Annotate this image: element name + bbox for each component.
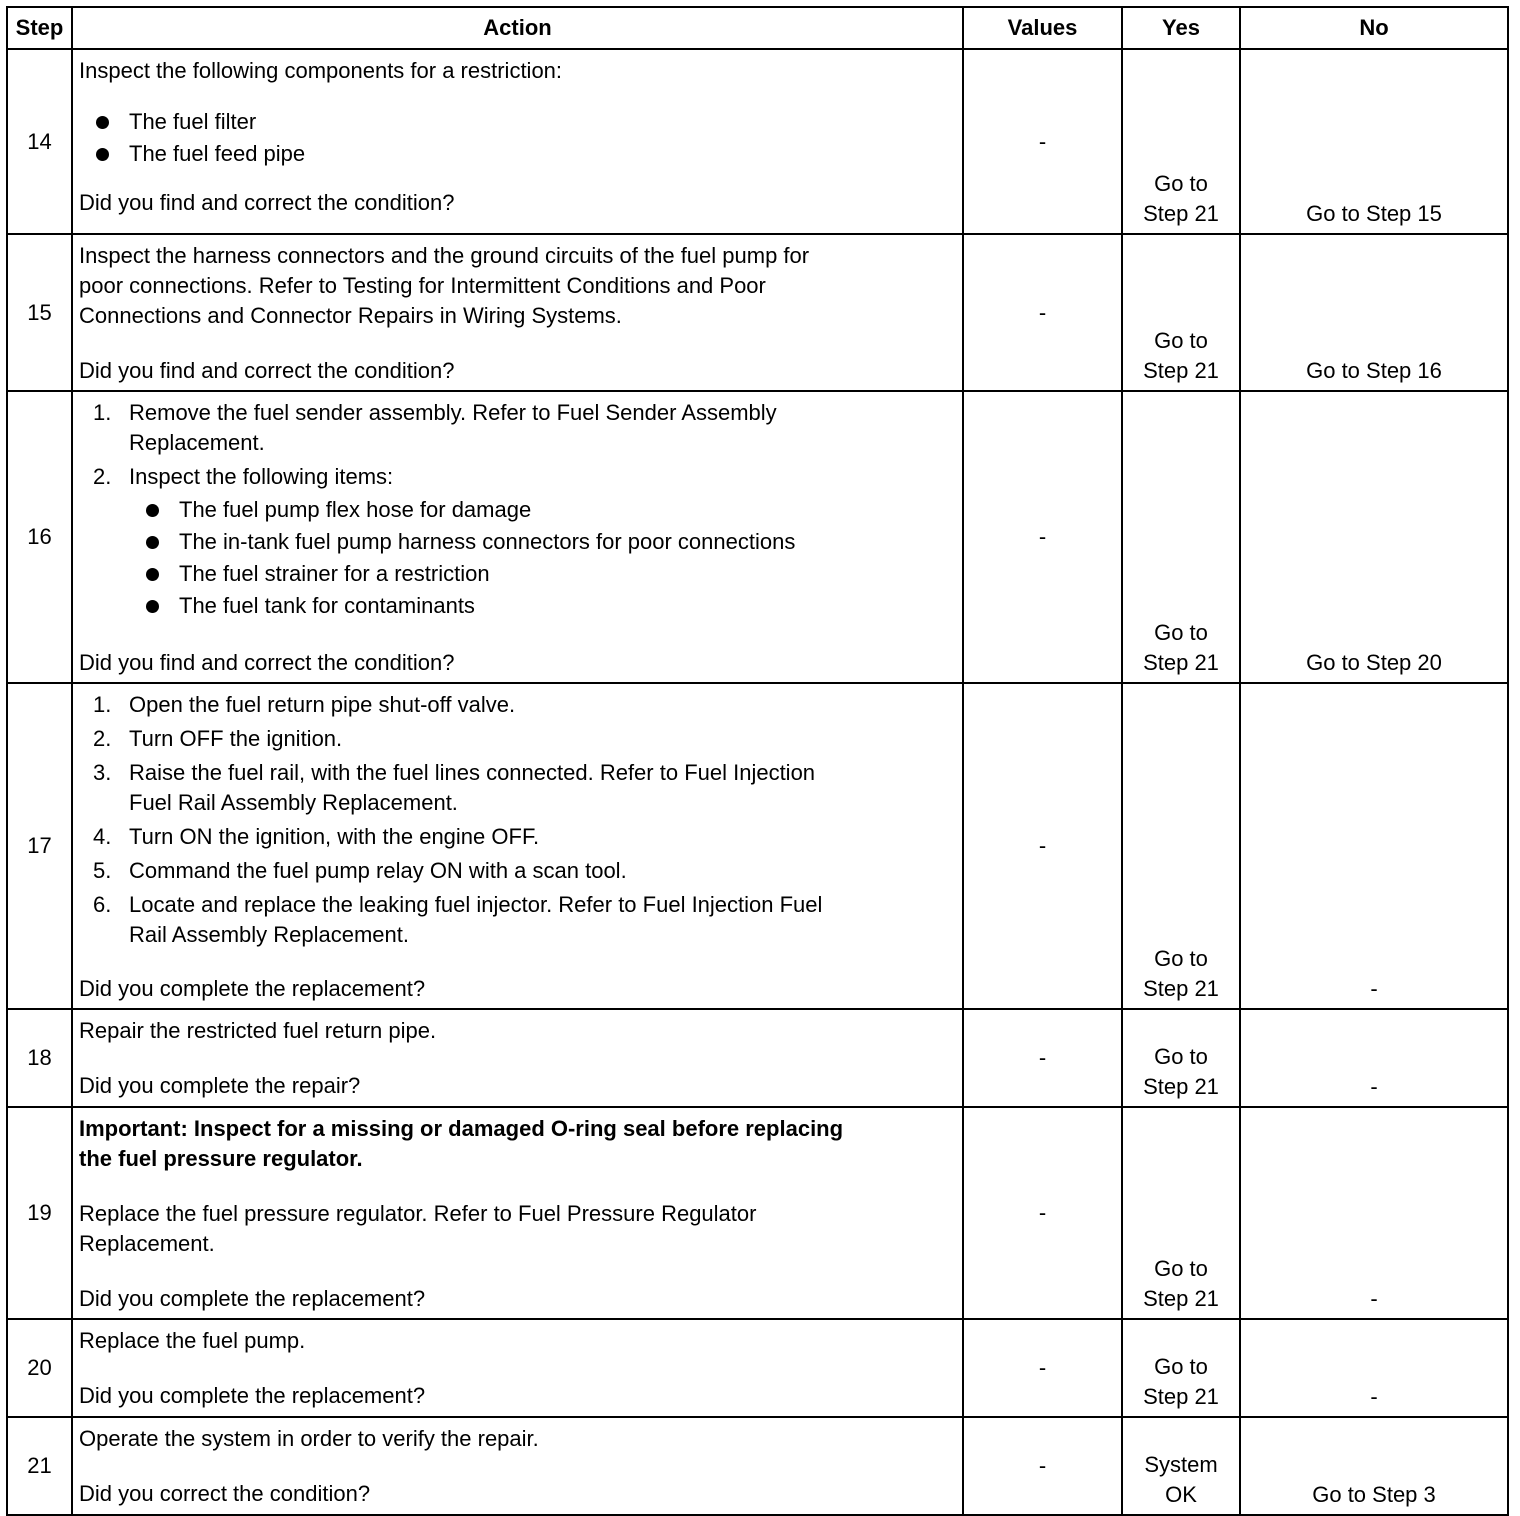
item-number: 6. [93, 892, 112, 917]
table-row [7, 1319, 1508, 1417]
values-cell: - [963, 683, 1122, 1009]
list-item: The in-tank fuel pump harness connectors for poor connections [129, 526, 954, 558]
action-text: Replace the fuel pump. [79, 1328, 306, 1353]
step-number: 20 [7, 1319, 72, 1417]
diagnostic-table [6, 6, 1509, 1516]
action-text: Connections and Connector Repairs in Wiring Systems. [79, 303, 622, 328]
table-row [7, 49, 1508, 234]
list-item: The fuel tank for contaminants [129, 590, 954, 622]
list-item [79, 890, 954, 950]
list-item [79, 856, 954, 886]
header-action: Action [72, 7, 963, 49]
yes-cell [1122, 234, 1240, 391]
action-text: Replace the fuel pressure regulator. Refer to Fuel Pressure Regulator [79, 1201, 757, 1226]
action-cell [72, 1009, 963, 1107]
header-row [7, 7, 1508, 49]
yes-line: Go to [1154, 328, 1208, 353]
item-number: 2. [93, 726, 112, 751]
yes-line: Step 21 [1143, 1384, 1219, 1409]
yes-cell [1122, 49, 1240, 234]
header-values: Values [963, 7, 1122, 49]
step-number: 16 [7, 391, 72, 683]
important-label: Important: [79, 1116, 188, 1141]
step-number: 15 [7, 234, 72, 391]
yes-line: Step 21 [1143, 358, 1219, 383]
item-number: 2. [93, 464, 112, 489]
values-cell: - [963, 49, 1122, 234]
step-number: 14 [7, 49, 72, 234]
yes-cell [1122, 391, 1240, 683]
yes-line: OK [1165, 1482, 1197, 1507]
item-text: Raise the fuel rail, with the fuel lines connected. Refer to Fuel Injection [129, 760, 816, 785]
action-text: poor connections. Refer to Testing for Intermittent Conditions and Poor [79, 273, 766, 298]
numbered-list [79, 398, 954, 622]
item-text: Open the fuel return pipe shut-off valve. [129, 692, 516, 717]
numbered-list [79, 690, 954, 950]
table-row [7, 1009, 1508, 1107]
step-number: 17 [7, 683, 72, 1009]
item-number: 4. [93, 824, 112, 849]
action-cell [72, 49, 963, 234]
yes-line: Step 21 [1143, 650, 1219, 675]
list-item: The fuel strainer for a restriction [129, 558, 954, 590]
yes-cell [1122, 1009, 1240, 1107]
no-cell: - [1240, 1107, 1508, 1319]
action-cell [72, 1107, 963, 1319]
question-text: Did you complete the replacement? [79, 976, 426, 1001]
no-cell: - [1240, 683, 1508, 1009]
yes-cell [1122, 1417, 1240, 1515]
list-item [79, 398, 954, 458]
header-yes: Yes [1122, 7, 1240, 49]
question-text: Did you complete the replacement? [79, 1383, 426, 1408]
yes-line: Step 21 [1143, 201, 1219, 226]
yes-line: Step 21 [1143, 1074, 1219, 1099]
action-text: Inspect the harness connectors and the ground circuits of the fuel pump for [79, 243, 810, 268]
bullet-list [79, 106, 954, 170]
step-number: 18 [7, 1009, 72, 1107]
values-cell: - [963, 1319, 1122, 1417]
table-row [7, 683, 1508, 1009]
item-number: 1. [93, 400, 112, 425]
list-item [79, 690, 954, 720]
action-text: Inspect the following components for a restriction: [79, 58, 563, 83]
table-row [7, 1107, 1508, 1319]
list-item [79, 822, 954, 852]
important-text: the fuel pressure regulator. [79, 1146, 363, 1171]
list-item [79, 462, 954, 622]
yes-line: Go to [1154, 946, 1208, 971]
item-text: Locate and replace the leaking fuel injector. Refer to Fuel Injection Fuel [129, 892, 823, 917]
list-item [79, 724, 954, 754]
table-row [7, 1417, 1508, 1515]
no-cell: Go to Step 15 [1240, 49, 1508, 234]
item-text: Inspect the following items: [129, 464, 394, 489]
action-cell [72, 234, 963, 391]
no-cell: Go to Step 16 [1240, 234, 1508, 391]
list-item: The fuel feed pipe [79, 138, 954, 170]
yes-line: Go to [1154, 620, 1208, 645]
table-row [7, 234, 1508, 391]
table-row [7, 391, 1508, 683]
item-number: 1. [93, 692, 112, 717]
item-text: Turn ON the ignition, with the engine OFF. [129, 824, 540, 849]
no-cell: - [1240, 1319, 1508, 1417]
yes-cell [1122, 683, 1240, 1009]
yes-cell [1122, 1107, 1240, 1319]
yes-line: Step 21 [1143, 1286, 1219, 1311]
question-text: Did you correct the condition? [79, 1481, 371, 1506]
values-cell: - [963, 1107, 1122, 1319]
question-text: Did you find and correct the condition? [79, 358, 455, 383]
question-text: Did you find and correct the condition? [79, 650, 455, 675]
no-cell: Go to Step 3 [1240, 1417, 1508, 1515]
values-cell: - [963, 1009, 1122, 1107]
values-cell: - [963, 1417, 1122, 1515]
item-text: Turn OFF the ignition. [129, 726, 343, 751]
no-cell: - [1240, 1009, 1508, 1107]
action-cell [72, 1319, 963, 1417]
item-number: 3. [93, 760, 112, 785]
action-text: Repair the restricted fuel return pipe. [79, 1018, 437, 1043]
action-cell [72, 391, 963, 683]
question-text: Did you complete the repair? [79, 1073, 361, 1098]
item-text: Fuel Rail Assembly Replacement. [129, 790, 458, 815]
action-text: Operate the system in order to verify the repair. [79, 1426, 539, 1451]
action-text: Replacement. [79, 1231, 215, 1256]
item-text: Command the fuel pump relay ON with a scan tool. [129, 858, 627, 883]
item-text: Remove the fuel sender assembly. Refer to Fuel Sender Assembly [129, 400, 777, 425]
values-cell: - [963, 391, 1122, 683]
action-cell [72, 1417, 963, 1515]
yes-line: Step 21 [1143, 976, 1219, 1001]
yes-line: Go to [1154, 1256, 1208, 1281]
step-number: 19 [7, 1107, 72, 1319]
step-number: 21 [7, 1417, 72, 1515]
header-no: No [1240, 7, 1508, 49]
yes-line: Go to [1154, 1354, 1208, 1379]
important-note [79, 1114, 954, 1144]
yes-cell [1122, 1319, 1240, 1417]
no-cell: Go to Step 20 [1240, 391, 1508, 683]
bullet-list [129, 494, 954, 622]
list-item: The fuel pump flex hose for damage [129, 494, 954, 526]
important-text: Inspect for a missing or damaged O-ring seal before replacing [193, 1116, 844, 1141]
yes-line: Go to [1154, 171, 1208, 196]
list-item: The fuel filter [79, 106, 954, 138]
item-number: 5. [93, 858, 112, 883]
question-text: Did you complete the replacement? [79, 1286, 426, 1311]
header-step: Step [7, 7, 72, 49]
yes-line: Go to [1154, 1044, 1208, 1069]
item-text: Replacement. [129, 430, 265, 455]
action-cell [72, 683, 963, 1009]
list-item [79, 758, 954, 818]
item-text: Rail Assembly Replacement. [129, 922, 410, 947]
yes-line: System [1144, 1452, 1218, 1477]
question-text: Did you find and correct the condition? [79, 190, 455, 215]
values-cell: - [963, 234, 1122, 391]
